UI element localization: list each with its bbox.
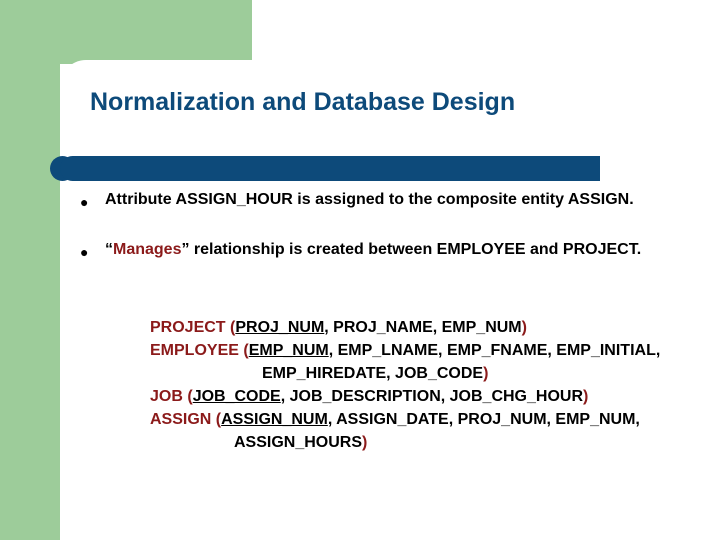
bullet-text-1: Attribute ASSIGN_HOUR is assigned to the composite entity ASSIGN. xyxy=(105,191,634,208)
quote-close: ” xyxy=(181,241,190,258)
slide-title: Normalization and Database Design xyxy=(90,88,516,116)
attributes: , ASSIGN_DATE, PROJ_NUM, EMP_NUM, xyxy=(327,411,640,428)
primary-key: EMP_NUM xyxy=(248,342,329,359)
title-underline-bar xyxy=(60,156,600,181)
open-paren: ( xyxy=(243,342,249,359)
bullet-text-2 xyxy=(105,240,665,260)
close-paren: ) xyxy=(583,388,589,405)
bullet-2-rest: relationship is created between EMPLOYEE and PROJECT. xyxy=(189,241,642,258)
attributes: , PROJ_NAME, EMP_NUM xyxy=(324,319,522,336)
attributes: , EMP_LNAME, EMP_FNAME, EMP_INITIAL, xyxy=(328,342,661,359)
manages-highlight: Manages xyxy=(113,241,182,258)
bullet-icon: ● xyxy=(80,244,89,260)
close-paren: ) xyxy=(362,434,368,451)
content-panel xyxy=(60,60,720,540)
attributes: , JOB_DESCRIPTION, JOB_CHG_HOUR xyxy=(280,388,583,405)
table-name: EMPLOYEE xyxy=(150,342,239,359)
bullet-icon: ● xyxy=(80,194,89,210)
close-paren: ) xyxy=(483,365,489,382)
open-paren: ( xyxy=(230,319,236,336)
open-paren: ( xyxy=(187,388,193,405)
schema-project-line xyxy=(150,316,660,339)
schema-employee-cont xyxy=(150,362,660,385)
quote-open: “ xyxy=(105,241,113,258)
table-name: ASSIGN xyxy=(150,411,212,428)
close-paren: ) xyxy=(521,319,527,336)
schema-assign-line xyxy=(150,408,660,431)
open-paren: ( xyxy=(215,411,222,428)
attributes: EMP_HIREDATE, JOB_CODE xyxy=(262,365,484,382)
primary-key: PROJ_NUM xyxy=(235,319,325,336)
schema-assign-cont xyxy=(150,431,660,454)
table-name: JOB xyxy=(150,388,183,405)
schema-employee-line xyxy=(150,339,660,362)
primary-key: ASSIGN_NUM xyxy=(221,411,328,428)
green-side-band xyxy=(0,0,60,540)
table-name: PROJECT xyxy=(150,319,226,336)
primary-key: JOB_CODE xyxy=(192,388,281,405)
relational-schema xyxy=(150,316,660,454)
schema-job-line xyxy=(150,385,660,408)
attributes: ASSIGN_HOURS xyxy=(234,434,363,451)
